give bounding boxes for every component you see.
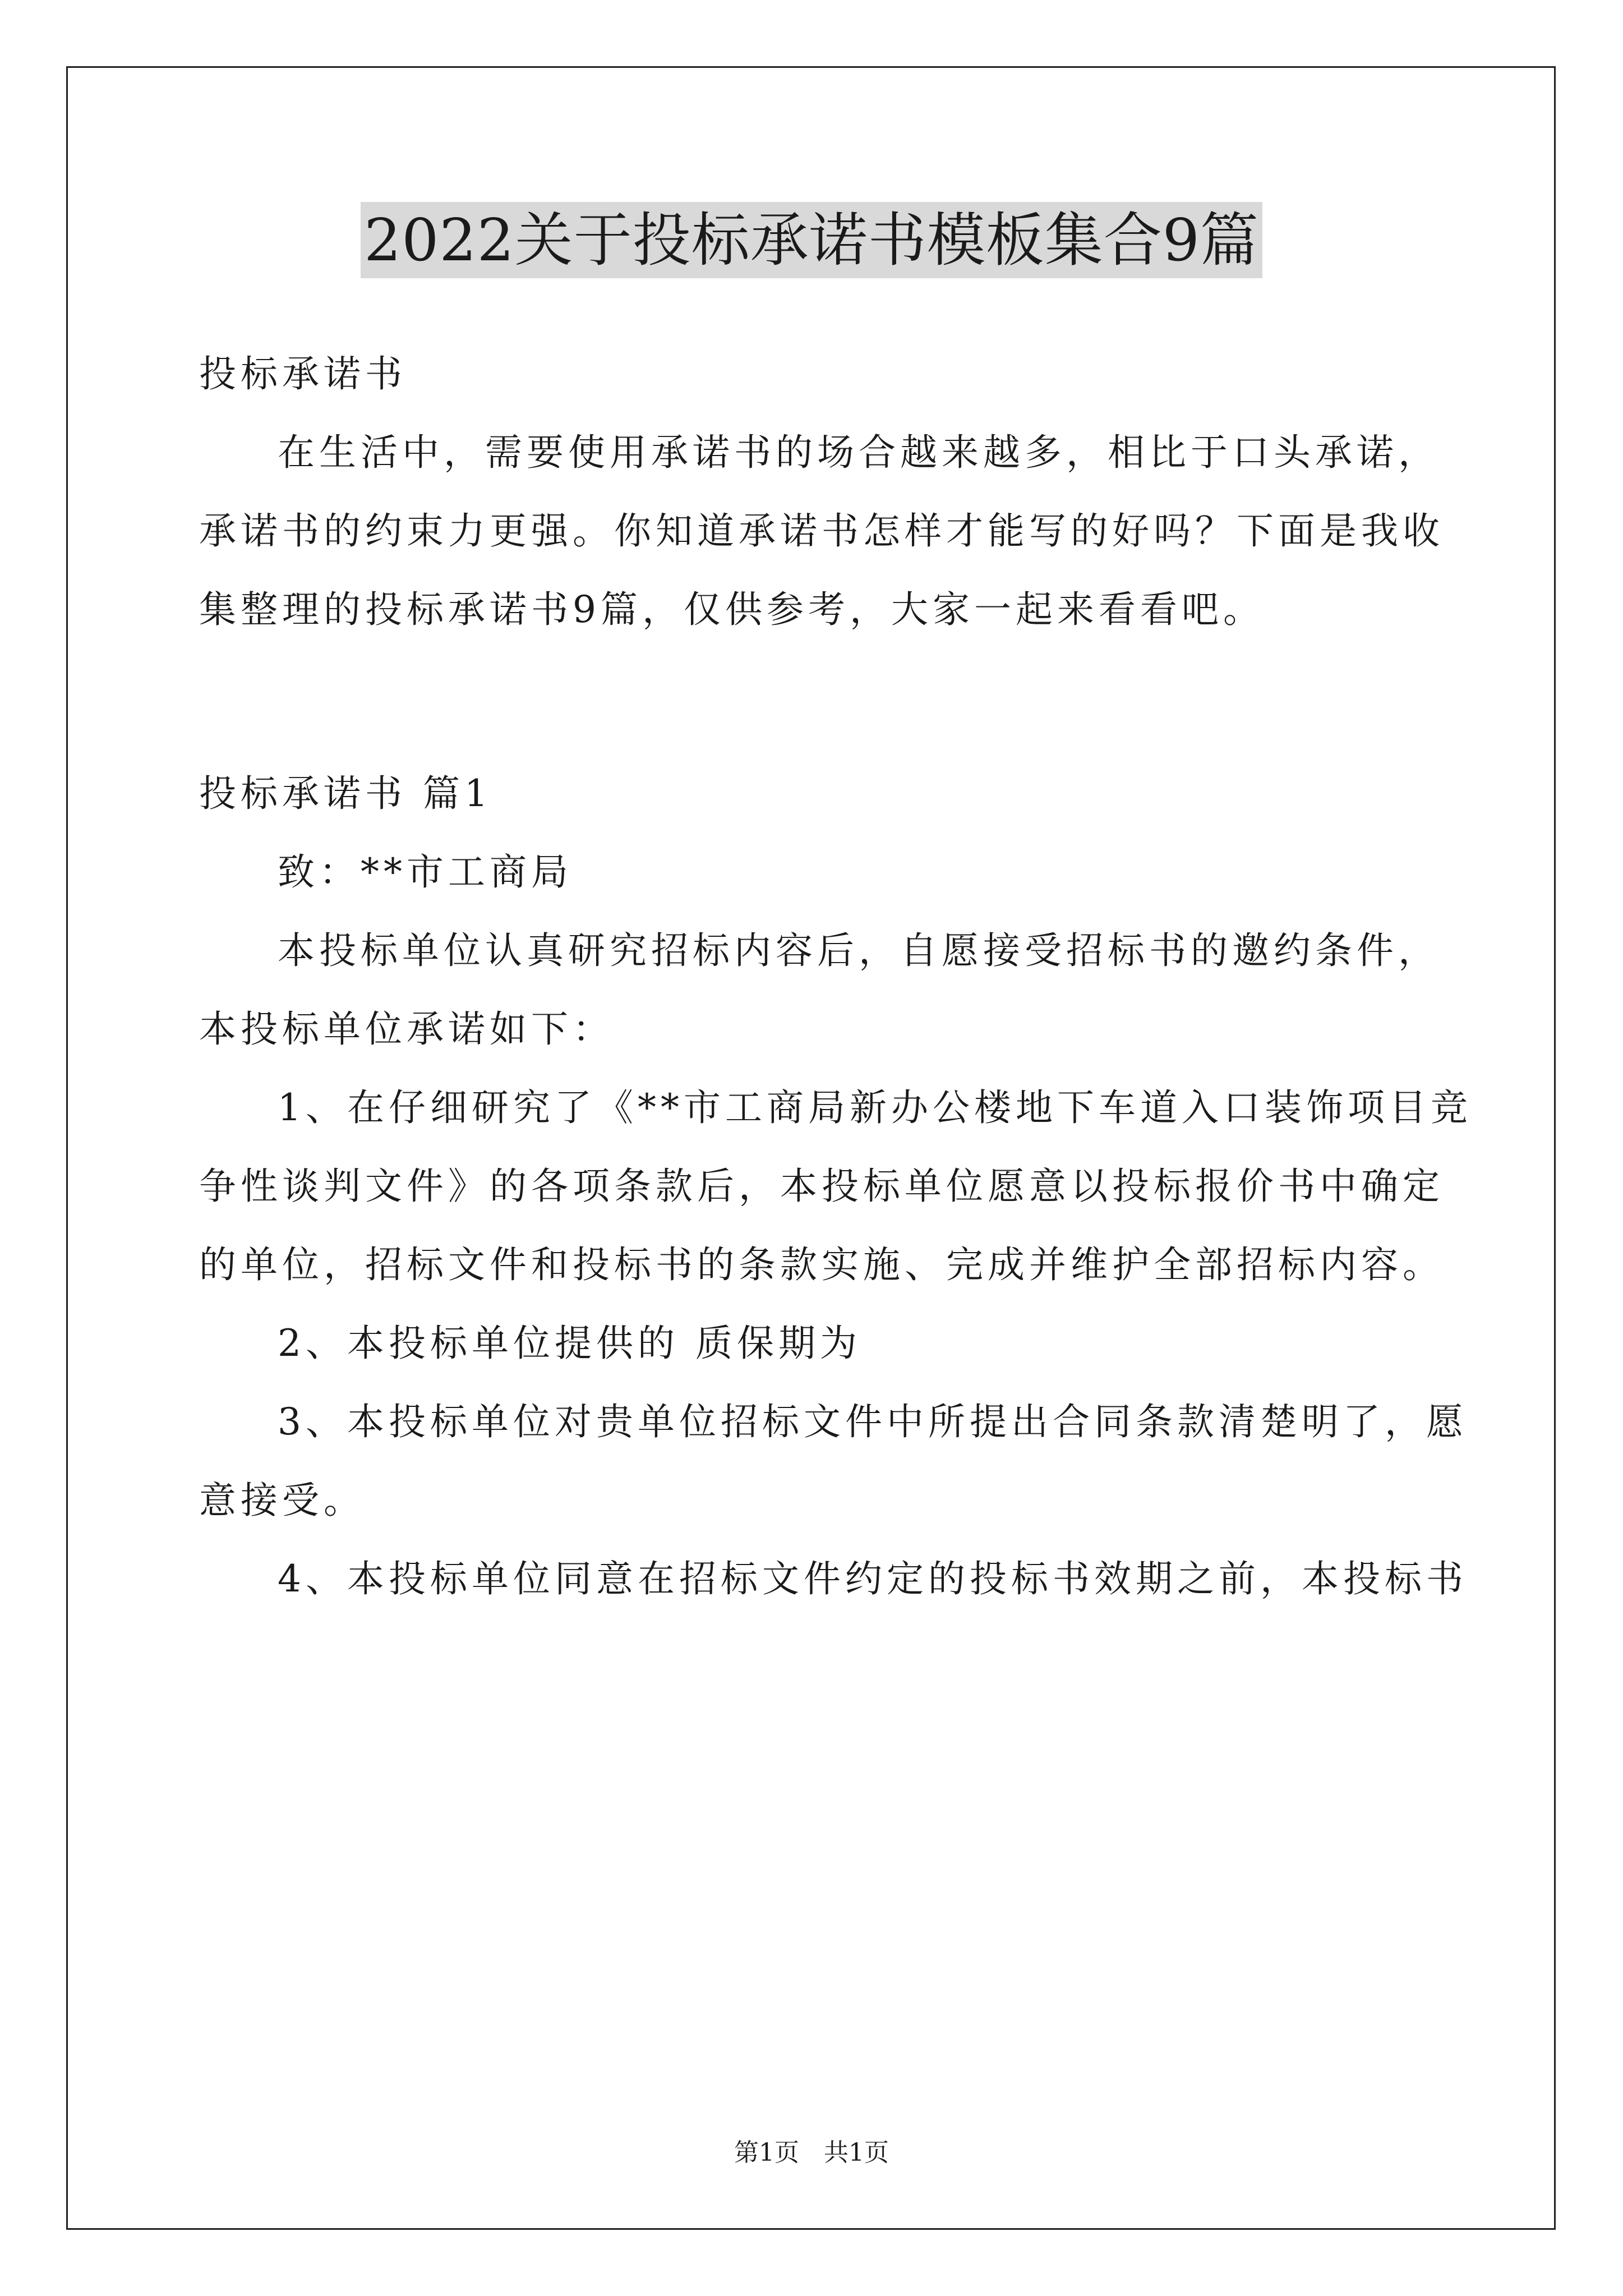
paragraph-line: 争性谈判文件》的各项条款后，本投标单位愿意以投标报价书中确定	[199, 1165, 1444, 1208]
paragraph-line: 本投标单位认真研究招标内容后，自愿接受招标书的邀约条件，	[278, 929, 1440, 972]
paragraph-line: 2、本投标单位提供的 质保期为	[278, 1322, 861, 1365]
paragraph-line: 承诺书的约束力更强。你知道承诺书怎样才能写的好吗？下面是我收	[199, 509, 1444, 553]
document-title: 2022关于投标承诺书模板集合9篇	[361, 202, 1262, 278]
paragraph-line: 4、本投标单位同意在招标文件约定的投标书效期之前，本投标书	[278, 1557, 1468, 1600]
paragraph-line: 在生活中，需要使用承诺书的场合越来越多，相比于口头承诺，	[278, 431, 1440, 474]
paragraph-line: 本投标单位承诺如下：	[199, 1007, 614, 1051]
title-container	[0, 202, 1623, 278]
paragraph-line: 集整理的投标承诺书9篇，仅供参考，大家一起来看看吧。	[199, 588, 1265, 631]
paragraph-line: 意接受。	[199, 1479, 365, 1522]
section-heading: 投标承诺书	[199, 352, 407, 395]
paragraph-line: 的单位，招标文件和投标书的条款实施、完成并维护全部招标内容。	[199, 1243, 1444, 1286]
section-heading: 投标承诺书 篇1	[199, 772, 492, 815]
paragraph-line: 1、在仔细研究了《**市工商局新办公楼地下车道入口装饰项目竞	[278, 1086, 1472, 1129]
paragraph-line: 3、本投标单位对贵单位招标文件中所提出合同条款清楚明了，愿	[278, 1400, 1468, 1443]
document-body	[199, 314, 1472, 1605]
paragraph-line: 致：**市工商局	[278, 850, 573, 894]
page-footer: 第1页 共1页	[734, 2138, 889, 2167]
